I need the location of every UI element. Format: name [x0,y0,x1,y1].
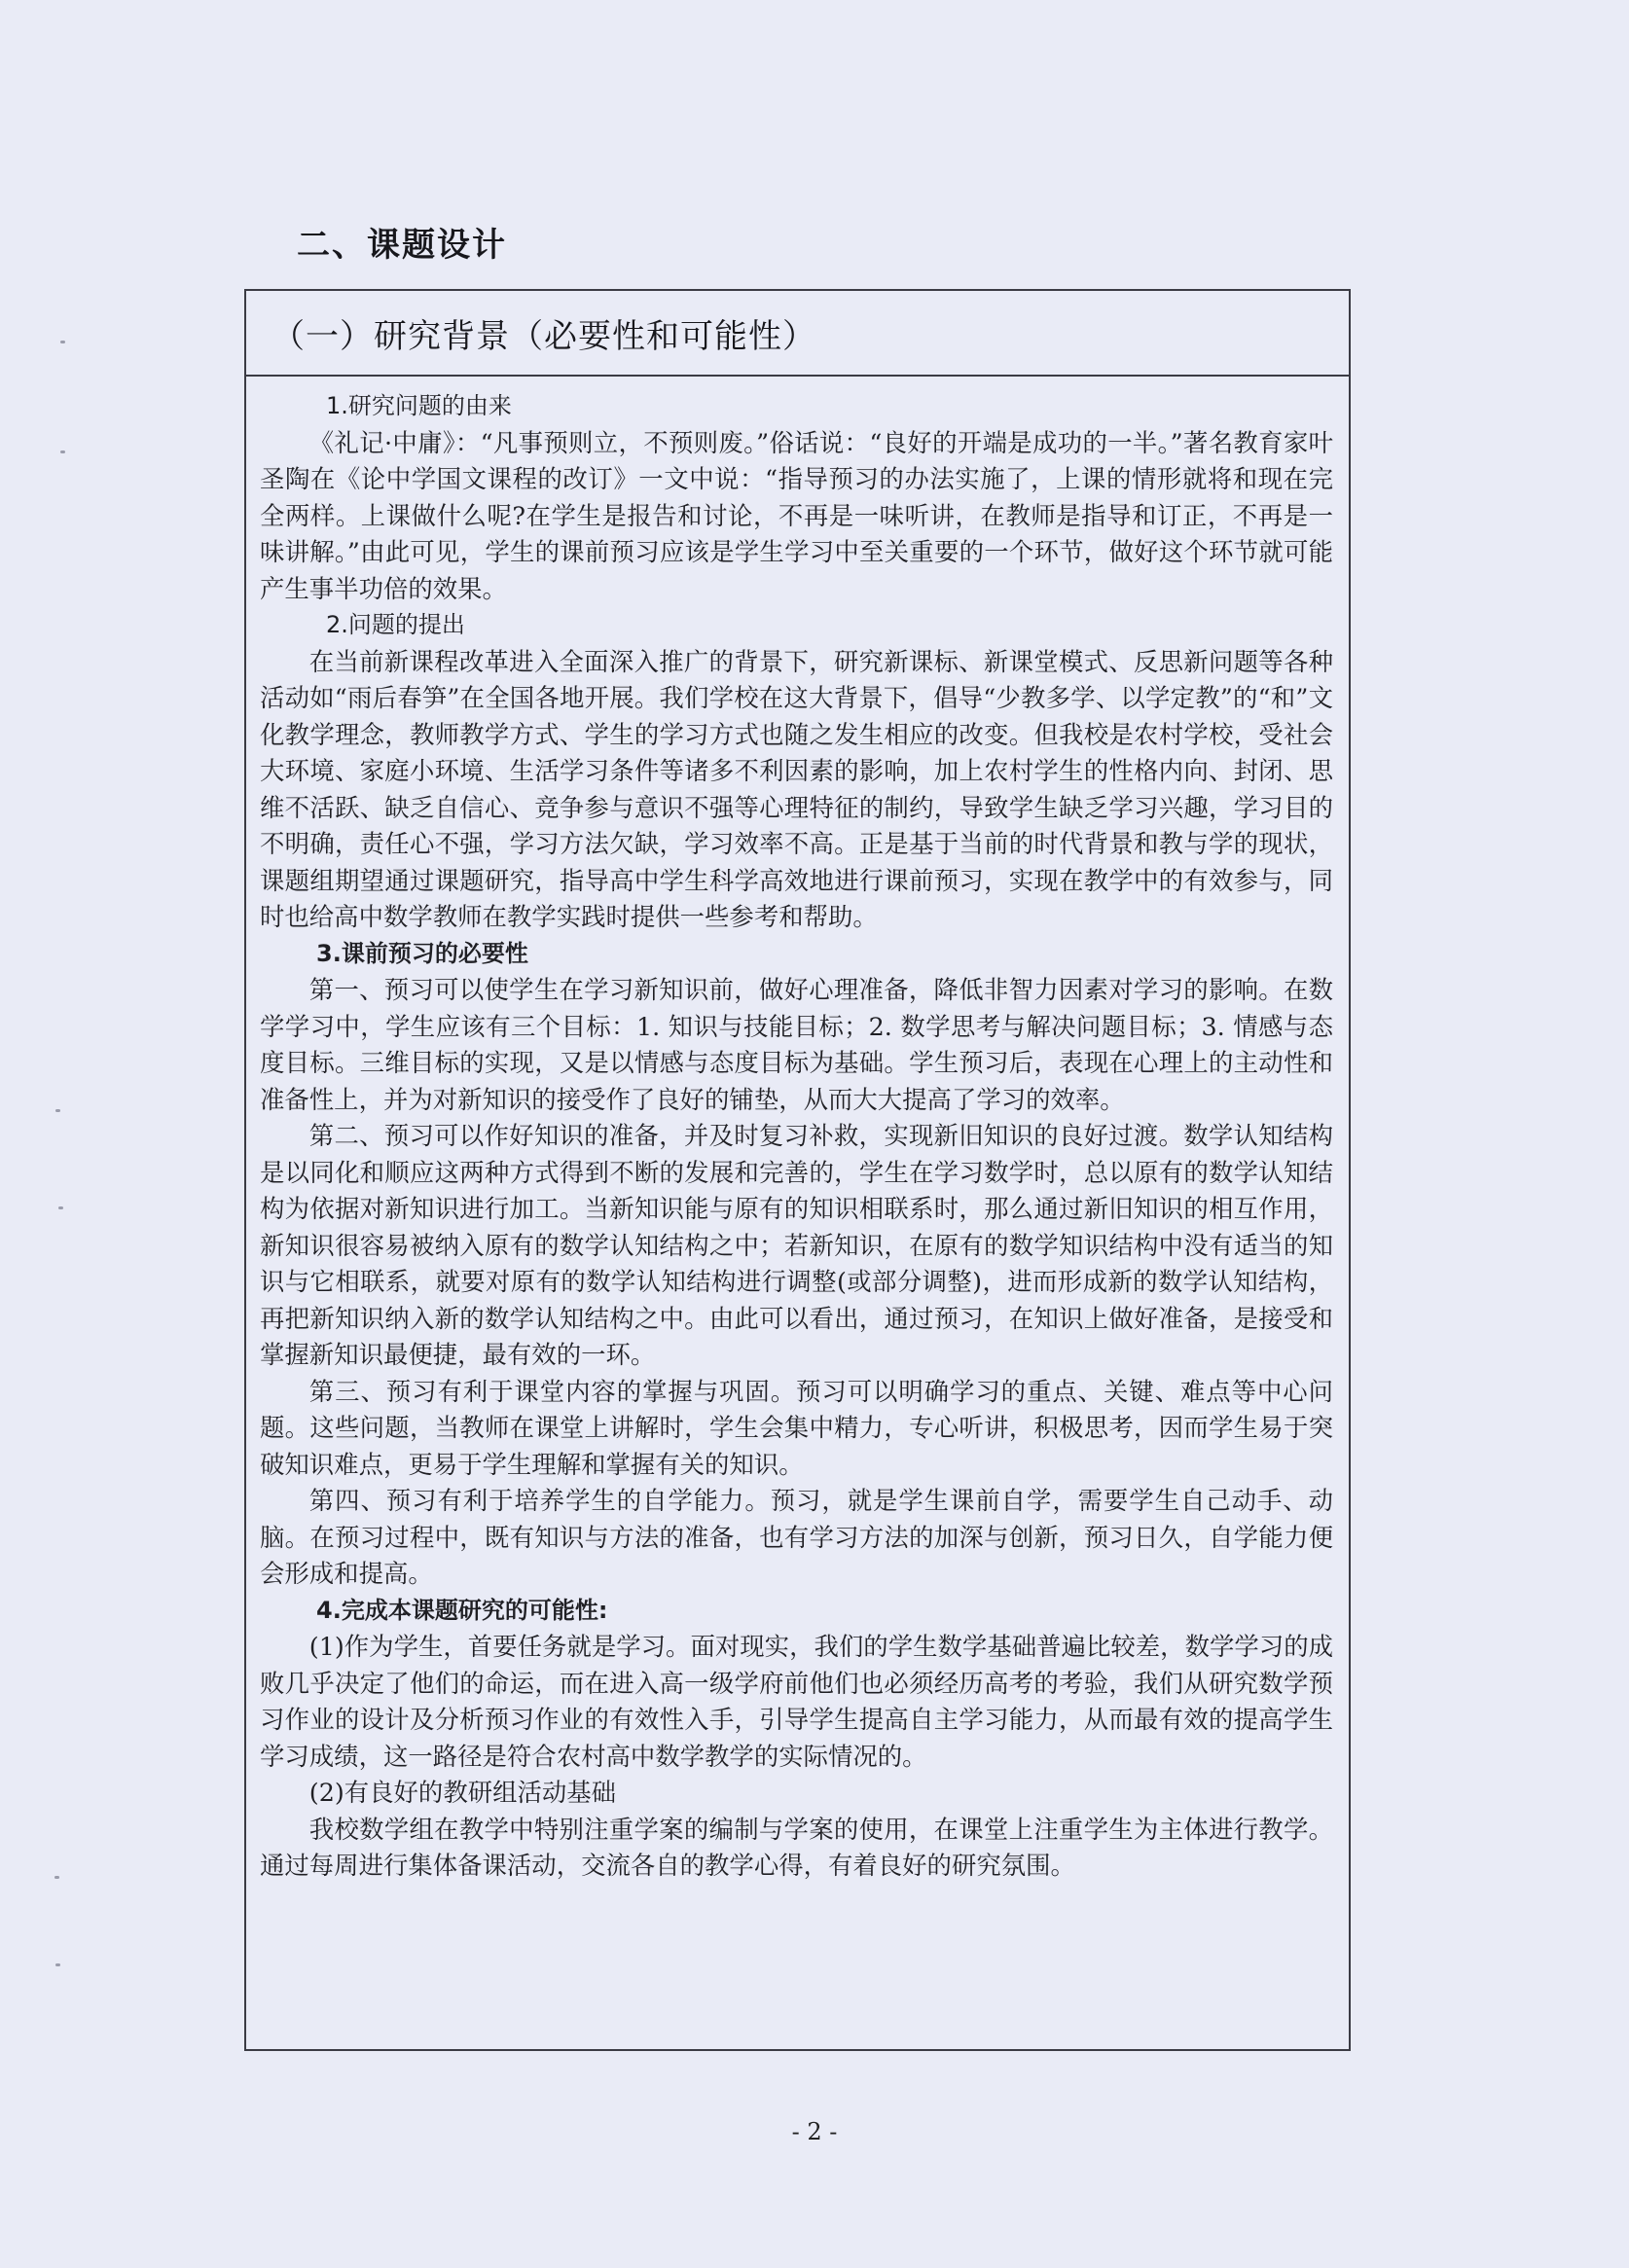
subsection-heading: 4.完成本课题研究的可能性: [316,1596,608,1624]
paragraph: 在当前新课程改革进入全面深入推广的背景下，研究新课标、新课堂模式、反思新问题等各种活动如“雨后春笋”在全国各地开展。我们学校在这大背景下，倡导“少教多学、以学定教”的“和”文化教学理念，教师教学方式、学生的学习方式也随之发生相应的改变。但我校是农村学校，受社会大环境、家庭小环境、生活学习条件等诸多不利因素的影响，加上农村学生的性格内向、封闭、思维不活跃、缺乏自信心、竞争参与意识不强等心理特征的制约，导致学生缺乏学习兴趣，学习目的不明确，责任心不强，学习方法欠缺，学习效率不高。正是基于当前的时代背景和教与学的现状，课题组期望通过课题研究，指导高中学生科学高效地进行课前预习，实现在教学中的有效参与，同时也给高中数学教师在教学实践时提供一些参考和帮助。 [260,646,1333,931]
box-body [246,377,1349,1885]
paragraph: 第二、预习可以作好知识的准备，并及时复习补救，实现新旧知识的良好过渡。数学认知结构是以同化和顺应这两种方式得到不断的发展和完善的，学生在学习数学时，总以原有的数学认知结构为依据对新知识进行加工。当新知识能与原有的知识相联系时，那么通过新旧知识的相互作用，新知识很容易被纳入原有的数学认知结构之中；若新知识，在原有的数学知识结构中没有适当的知识与它相联系，就要对原有的数学认知结构进行调整(或部分调整)，进而形成新的数学认知结构，再把新知识纳入新的数学认知结构之中。由此可以看出，通过预习，在知识上做好准备，是接受和掌握新知识最便捷，最有效的一环。 [260,1121,1333,1369]
content-box [244,289,1351,2051]
section-heading: 二、课题设计 [297,226,507,265]
box-title-row [246,291,1349,377]
paragraph: 我校数学组在教学中特别注重学案的编制与学案的使用，在课堂上注重学生为主体进行教学。通过每周进行集体备课活动，交流各自的教学心得，有着良好的研究氛围。 [260,1814,1333,1880]
scan-mark [58,1206,63,1209]
scan-mark [55,1963,60,1966]
scan-mark [55,1109,60,1112]
subsection-heading: 3.课前预习的必要性 [316,939,528,967]
paragraph: (1)作为学生，首要任务就是学习。面对现实，我们的学生数学基础普遍比较差，数学学习的成败几乎决定了他们的命运，而在进入高一级学府前他们也必须经历高考的考验，我们从研究数学预习作业的设计及分析预习作业的有效性入手，引导学生提高自主学习能力，从而最有效的提高学生学习成绩，这一路径是符合农村高中数学教学的实际情况的。 [260,1632,1333,1771]
paragraph: 第三、预习有利于课堂内容的掌握与巩固。预习可以明确学习的重点、关键、难点等中心问题。这些问题，当教师在课堂上讲解时，学生会集中精力，专心听讲，积极思考，因而学生易于突破知识难点，更易于学生理解和掌握有关的知识。 [260,1376,1333,1479]
paragraph: (2)有良好的教研组活动基础 [308,1778,617,1807]
page-number: - 2 - [791,2118,838,2145]
box-title: （一）研究背景（必要性和可能性） [272,316,816,356]
scan-mark [60,341,65,343]
scan-mark [60,450,65,453]
scan-mark [54,1876,59,1879]
paragraph: 第四、预习有利于培养学生的自学能力。预习，就是学生课前自学，需要学生自己动手、动脑。在预习过程中，既有知识与方法的准备，也有学习方法的加深与创新，预习日久，自学能力便会形成和提高。 [260,1486,1333,1588]
subsection-heading: 2.问题的提出 [326,611,465,638]
subsection-heading: 1.研究问题的由来 [326,392,512,419]
paragraph: 《礼记·中庸》：“凡事预则立，不预则废。”俗话说：“良好的开端是成功的一半。”著名教育家叶圣陶在《论中学国文课程的改订》一文中说：“指导预习的办法实施了，上课的情形就将和现在完全两样。上课做什么呢?在学生是报告和讨论，不再是一味听讲，在教师是指导和订正，不再是一味讲解。”由此可见，学生的课前预习应该是学生学习中至关重要的一个环节，做好这个环节就可能产生事半功倍的效果。 [260,427,1333,603]
paragraph: 第一、预习可以使学生在学习新知识前，做好心理准备，降低非智力因素对学习的影响。在数学学习中，学生应该有三个目标：1. 知识与技能目标；2. 数学思考与解决问题目标；3. 情感与态度目标。三维目标的实现，又是以情感与态度目标为基础。学生预习后，表现在心理上的主动性和准备性上，并为对新知识的接受作了良好的铺垫，从而大大提高了学习的效率。 [260,975,1333,1114]
